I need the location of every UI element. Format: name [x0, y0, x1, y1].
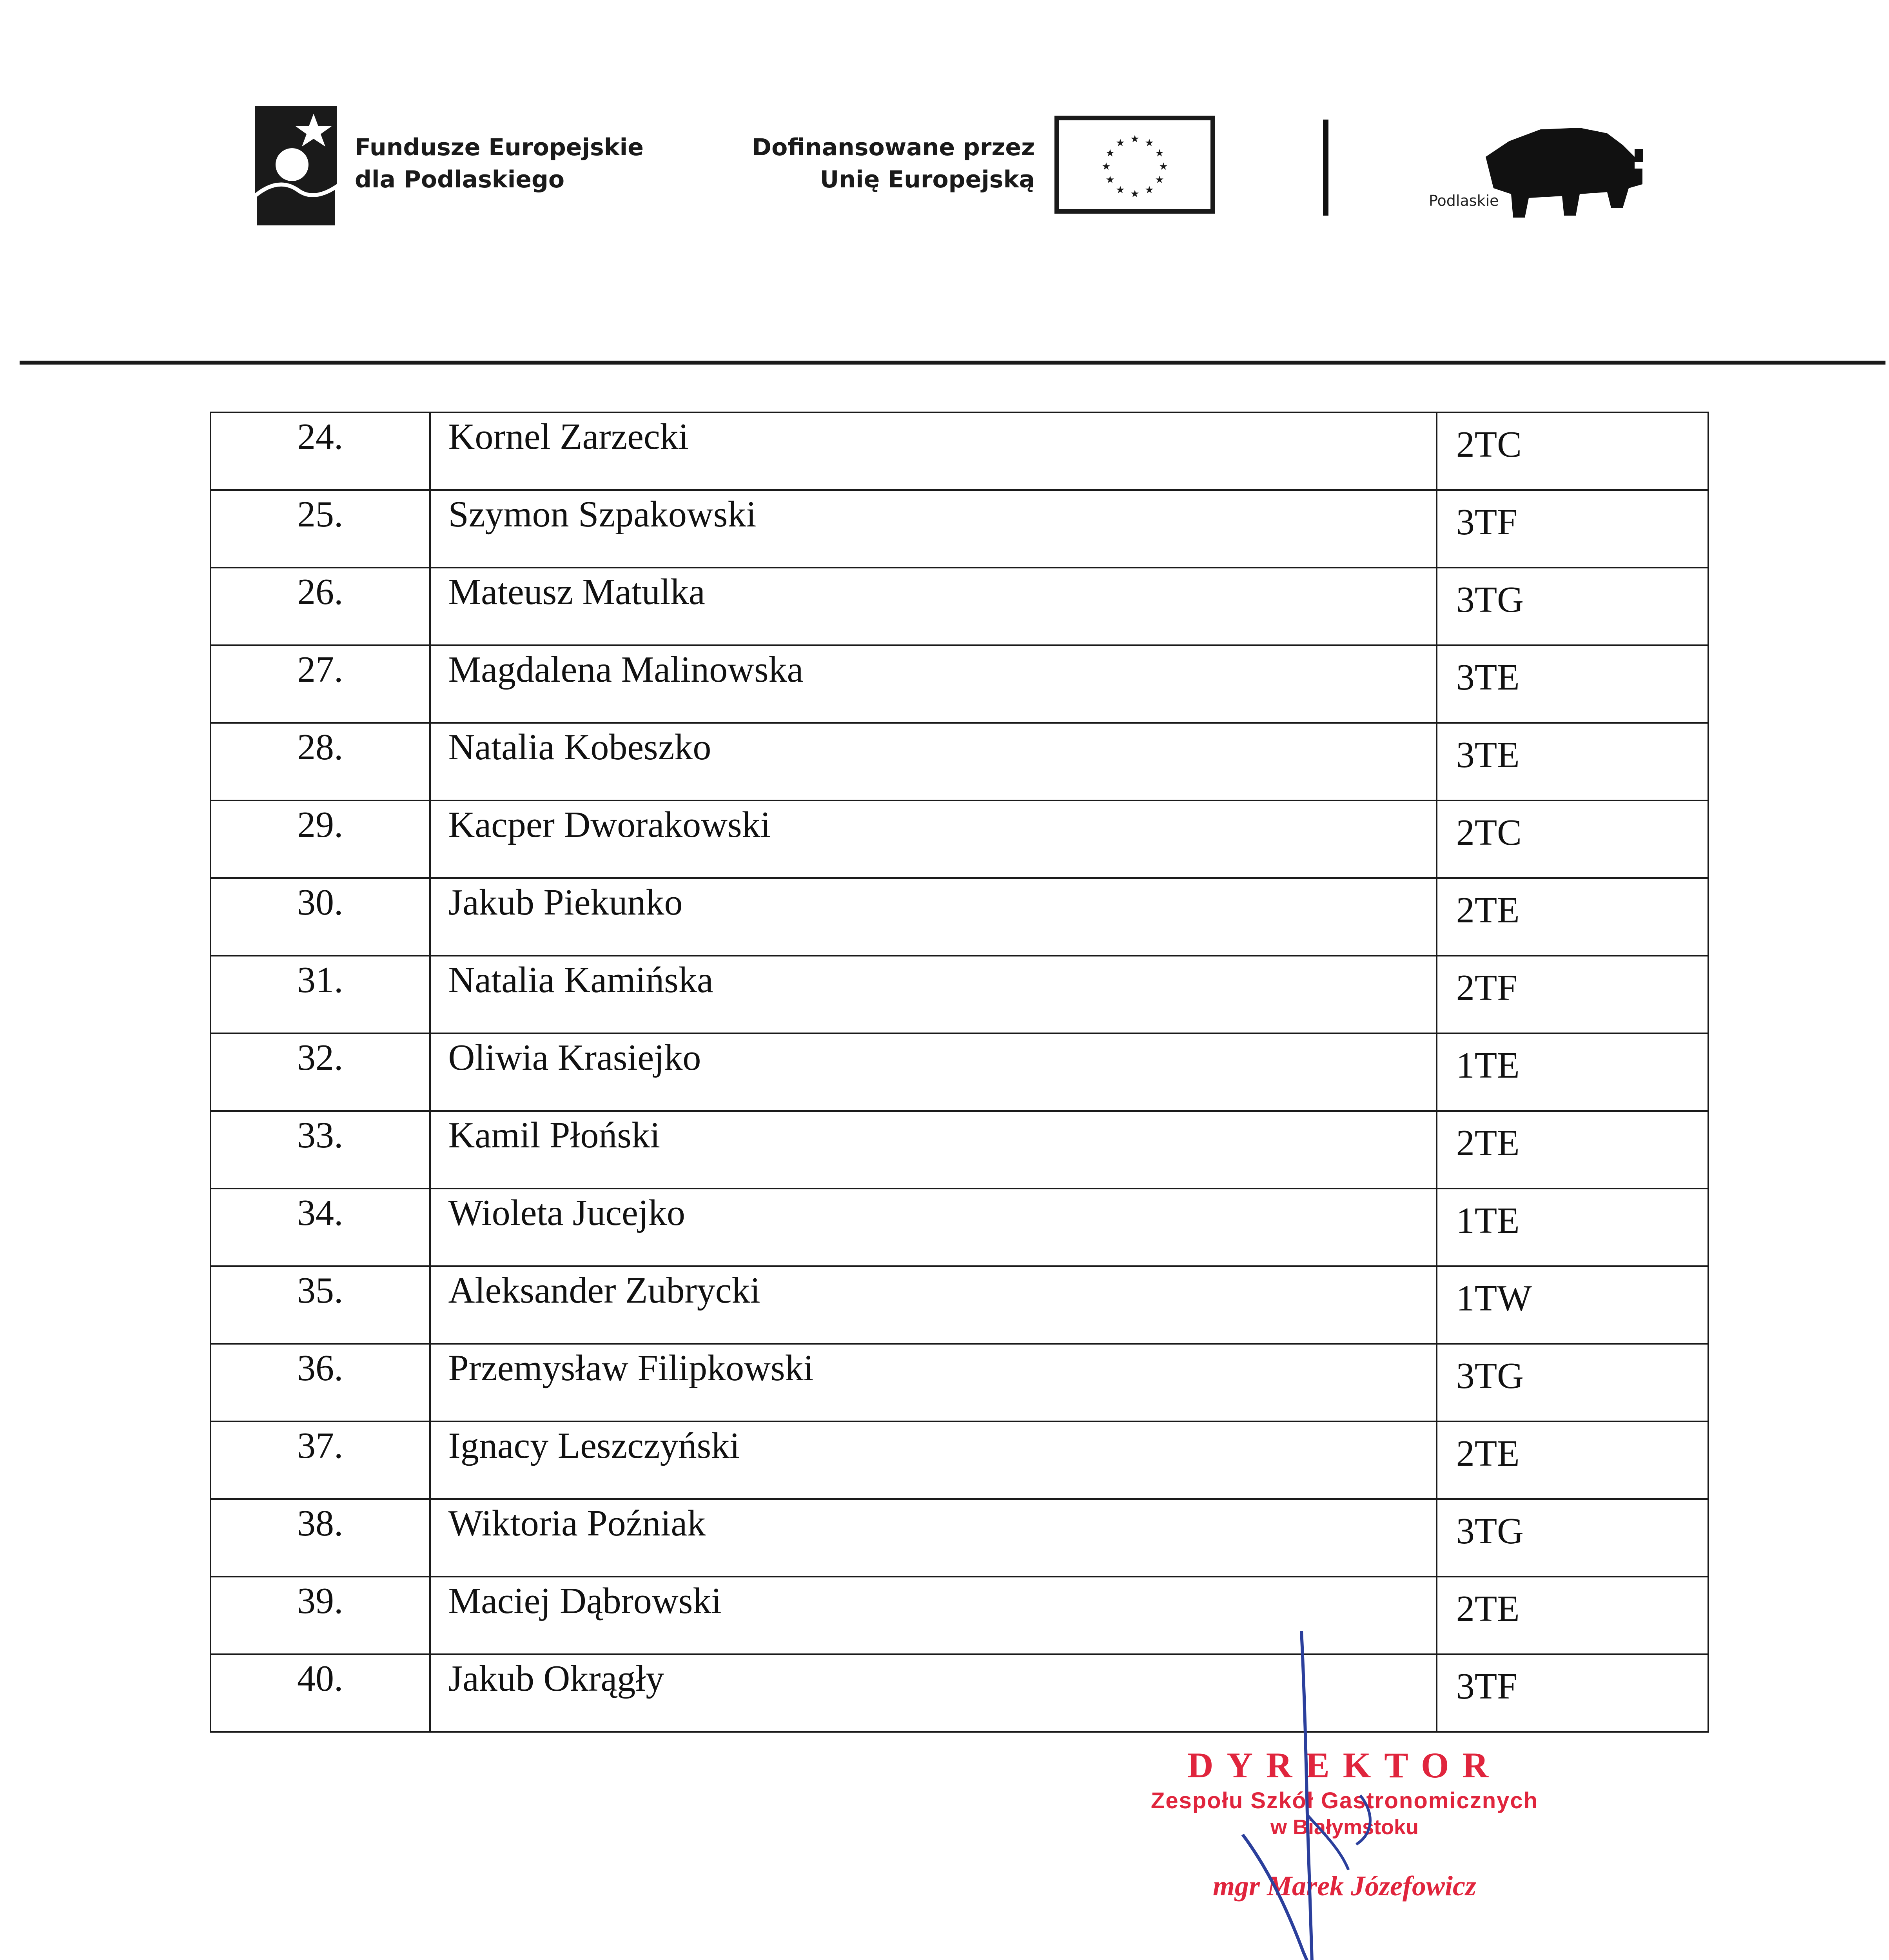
student-name: Kamil Płoński	[430, 1111, 1437, 1189]
student-name: Przemysław Filipkowski	[430, 1344, 1437, 1421]
class-code: 3TE	[1437, 645, 1708, 723]
student-name: Mateusz Matulka	[430, 568, 1437, 645]
class-code: 2TE	[1437, 1111, 1708, 1189]
fundusze-europejskie-logo	[255, 106, 337, 227]
class-code: 3TF	[1437, 490, 1708, 568]
row-number: 30.	[210, 878, 430, 956]
row-number: 32.	[210, 1033, 430, 1111]
table-row	[210, 1499, 1708, 1577]
row-number: 26.	[210, 568, 430, 645]
director-stamp	[1090, 1631, 1599, 1960]
student-name: Oliwia Krasiejko	[430, 1033, 1437, 1111]
row-number: 25.	[210, 490, 430, 568]
class-code: 2TE	[1437, 878, 1708, 956]
row-number: 35.	[210, 1266, 430, 1344]
class-code: 1TE	[1437, 1033, 1708, 1111]
svg-text:★: ★	[1130, 188, 1140, 200]
table-row	[210, 490, 1708, 568]
table-row	[210, 645, 1708, 723]
student-list-body	[210, 412, 1708, 1732]
header-rule	[20, 361, 1885, 365]
handwritten-signature	[1090, 1631, 1599, 1960]
row-number: 29.	[210, 800, 430, 878]
table-row	[210, 412, 1708, 490]
table-row	[210, 1111, 1708, 1189]
student-name: Jakub Okrągły	[430, 1654, 1437, 1732]
svg-text:★: ★	[1155, 174, 1164, 186]
podlaskie-label: Podlaskie	[1429, 192, 1499, 209]
svg-text:★: ★	[1105, 174, 1115, 186]
class-code: 2TC	[1437, 412, 1708, 490]
table-row	[210, 1189, 1708, 1266]
svg-text:★: ★	[1155, 147, 1164, 159]
row-number: 31.	[210, 956, 430, 1033]
row-number: 38.	[210, 1499, 430, 1577]
class-code: 1TE	[1437, 1189, 1708, 1266]
fe-line-2: dla Podlaskiego	[355, 166, 565, 193]
table-row	[210, 568, 1708, 645]
class-code: 3TE	[1437, 723, 1708, 800]
eu-flag-icon	[1054, 116, 1215, 214]
svg-text:★: ★	[1130, 133, 1140, 145]
fe-line-1: Fundusze Europejskie	[355, 134, 644, 161]
row-number: 28.	[210, 723, 430, 800]
svg-text:★: ★	[1159, 161, 1168, 172]
row-number: 39.	[210, 1577, 430, 1654]
student-name: Jakub Piekunko	[430, 878, 1437, 956]
table-row	[210, 1421, 1708, 1499]
page-header	[0, 0, 1889, 368]
student-name: Wiktoria Poźniak	[430, 1499, 1437, 1577]
class-code: 2TE	[1437, 1421, 1708, 1499]
class-code: 1TW	[1437, 1266, 1708, 1344]
stamp-person: mgr Marek Józefowicz	[1213, 1870, 1476, 1902]
table-row	[210, 956, 1708, 1033]
class-code: 3TG	[1437, 1344, 1708, 1421]
student-name: Wioleta Jucejko	[430, 1189, 1437, 1266]
fe-program-name	[355, 131, 644, 196]
student-name: Aleksander Zubrycki	[430, 1266, 1437, 1344]
row-number: 34.	[210, 1189, 430, 1266]
stamp-title: DYREKTOR	[1187, 1745, 1502, 1785]
svg-text:★: ★	[1145, 184, 1154, 196]
podlaskie-bison-logo	[1450, 114, 1654, 227]
svg-text:★: ★	[1116, 184, 1125, 196]
table-row	[210, 1344, 1708, 1421]
header-divider	[1323, 120, 1328, 216]
class-code: 2TF	[1437, 956, 1708, 1033]
svg-text:★: ★	[1116, 137, 1125, 149]
stamp-organization: Zespołu Szkół Gastronomicznych	[1150, 1788, 1539, 1813]
student-name: Szymon Szpakowski	[430, 490, 1437, 568]
table-row	[210, 878, 1708, 956]
row-number: 27.	[210, 645, 430, 723]
row-number: 33.	[210, 1111, 430, 1189]
svg-text:★: ★	[1101, 161, 1111, 172]
student-name: Kacper Dworakowski	[430, 800, 1437, 878]
cofinanced-line-1: Dofinansowane przez	[752, 134, 1035, 161]
table-row	[210, 1266, 1708, 1344]
student-name: Ignacy Leszczyński	[430, 1421, 1437, 1499]
class-code: 2TC	[1437, 800, 1708, 878]
student-name: Natalia Kamińska	[430, 956, 1437, 1033]
class-code: 2TE	[1437, 1577, 1708, 1654]
student-list-table	[210, 412, 1709, 1733]
cofinanced-line-2: Unię Europejską	[820, 166, 1035, 193]
cofinanced-label	[729, 131, 1035, 196]
row-number: 36.	[210, 1344, 430, 1421]
svg-text:★: ★	[1105, 147, 1115, 159]
class-code: 3TF	[1437, 1654, 1708, 1732]
stamp-city: w Białymstoku	[1270, 1815, 1419, 1839]
svg-text:★: ★	[1145, 137, 1154, 149]
table-row	[210, 800, 1708, 878]
row-number: 40.	[210, 1654, 430, 1732]
student-name: Magdalena Malinowska	[430, 645, 1437, 723]
student-name: Kornel Zarzecki	[430, 412, 1437, 490]
student-name: Natalia Kobeszko	[430, 723, 1437, 800]
row-number: 37.	[210, 1421, 430, 1499]
class-code: 3TG	[1437, 1499, 1708, 1577]
table-row	[210, 723, 1708, 800]
row-number: 24.	[210, 412, 430, 490]
student-name: Maciej Dąbrowski	[430, 1577, 1437, 1654]
class-code: 3TG	[1437, 568, 1708, 645]
table-row	[210, 1033, 1708, 1111]
